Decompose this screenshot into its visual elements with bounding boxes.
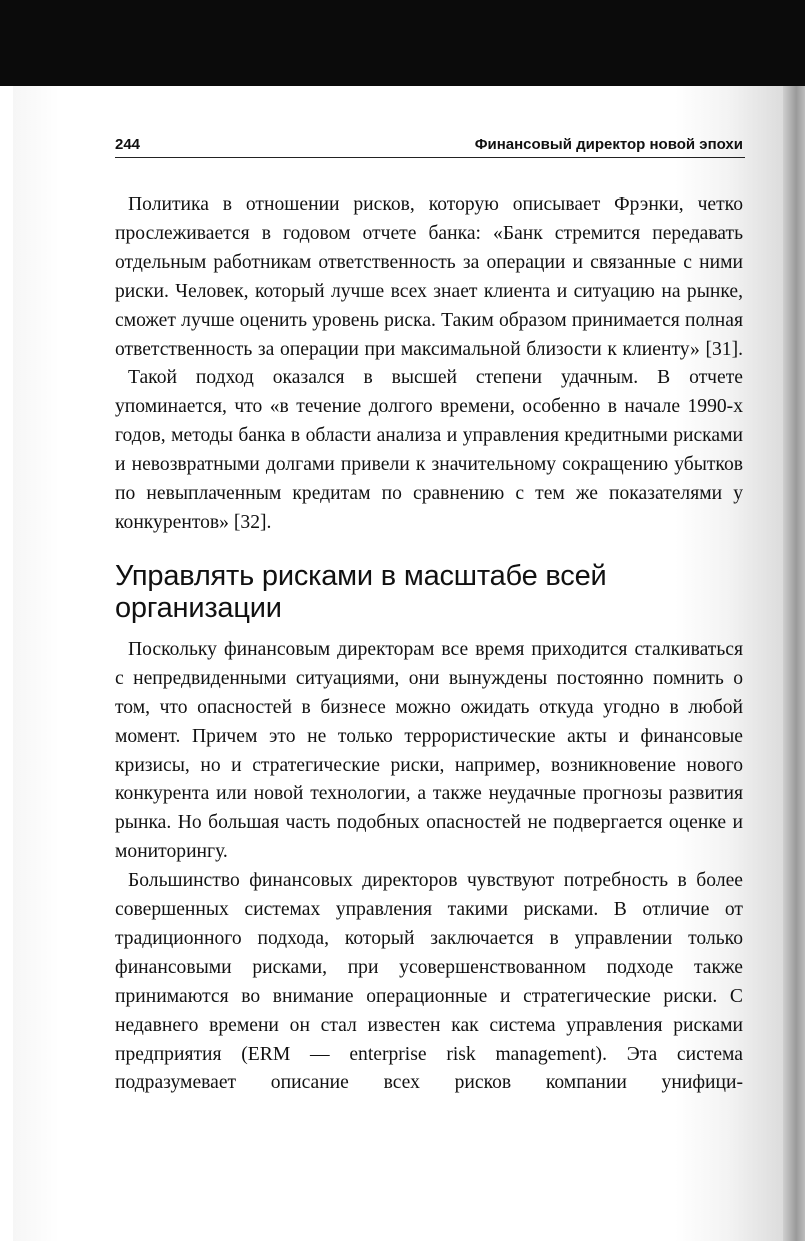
section-heading: Управлять рисками в масштабе всей организации xyxy=(115,559,607,624)
paragraph: Большинство финансовых директоров чувствуют потребность в более совершенных системах управления такими рисками. В отличие от традиционного подхода, который заключается в управлении только финансовыми рисками, при усовершенствованном подходе также принимаются во внимание операционные и стратегические риски. С недавнего времени он стал известен как система управления рисками предприятия (ERM — enterprise risk management). Эта система подразумевает описание всех рисков компании унифици- xyxy=(115,870,743,1094)
paragraph: Поскольку финансовым директорам все время приходится сталкиваться с непредвиденными ситуациями, они вынуждены постоянно помнить о том, что опасностей в бизнесе можно ожидать откуда угодно в любой момент. Причем это не только террористические акты и финансовые кризисы, но и стратегические риски, например, возникновение нового конкурента или новой технологии, а также неудачные прогнозы развития рынка. Но большая часть подобных опасностей не подвергается оценке и мониторингу. xyxy=(115,638,743,863)
running-header-title: Финансовый директор новой эпохи xyxy=(474,136,743,153)
header-rule xyxy=(115,157,745,158)
scan-dark-top-band xyxy=(0,0,805,86)
page-number: 244 xyxy=(115,136,141,153)
book-gutter-shadow xyxy=(783,86,805,1241)
page-body xyxy=(115,191,743,1098)
paragraph: Политика в отношении рисков, которую описывает Фрэнки, четко прослеживается в годовом отчете банка: «Банк стремится передавать отдельным работникам ответственность за операции и связанные с ними риски. Человек, который лучше всех знает клиента и ситуацию на рынке, сможет лучше оценить уровень риска. Таким образом принимается полная ответственность за операции при максимальной близости к клиенту» [31]. xyxy=(115,194,743,360)
running-header xyxy=(115,136,743,158)
paragraph: Такой подход оказался в высшей степени удачным. В отчете упоминается, что «в течение долгого времени, особенно в начале 1990-х годов, методы банка в области анализа и управления кредитными рисками и невозвратными долгами привели к значительному сокращению убытков по невыплаченным кредитам по сравнению с тем же показателями у конкурентов» [32]. xyxy=(115,367,743,533)
scan-left-margin xyxy=(0,86,13,1241)
